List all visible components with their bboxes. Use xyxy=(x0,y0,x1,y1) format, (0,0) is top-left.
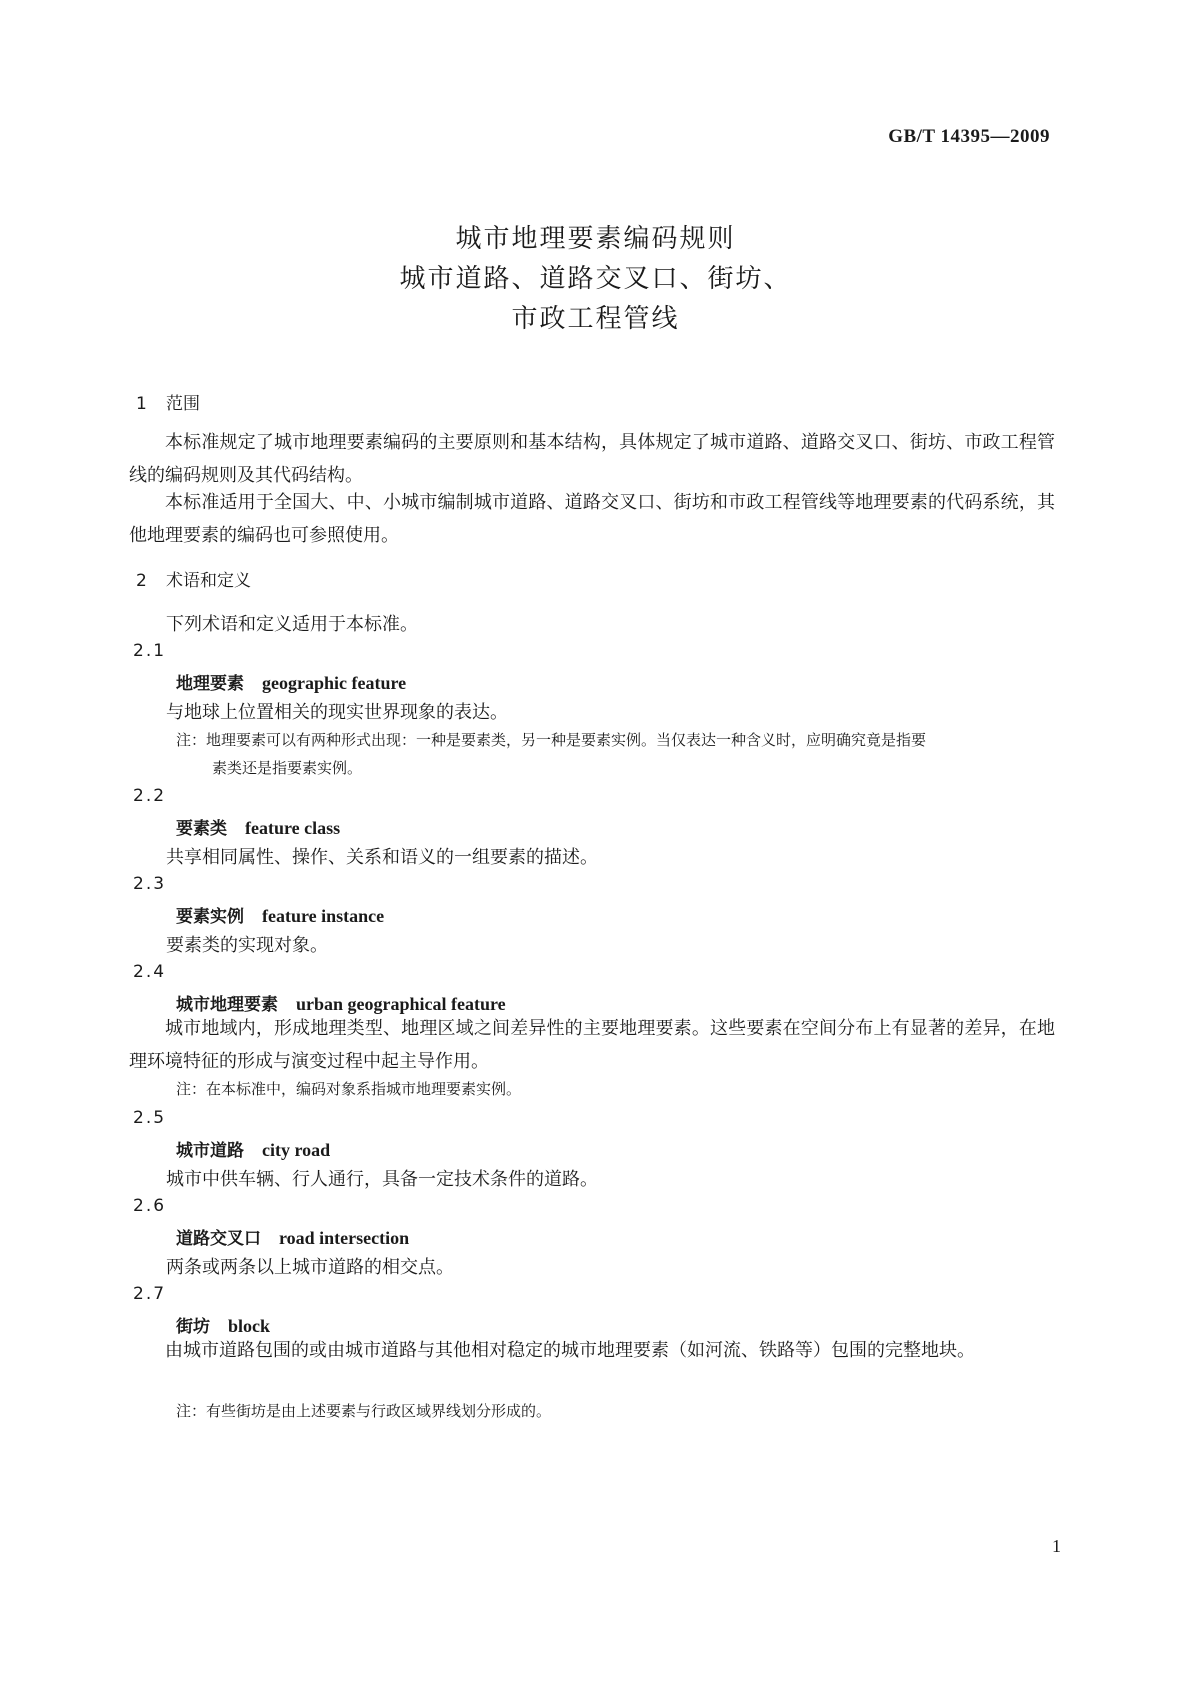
scope-paragraph-1: 本标准规定了城市地理要素编码的主要原则和基本结构，具体规定了城市道路、道路交叉口、街坊、市政工程管线的编码规则及其代码结构。 xyxy=(129,432,1055,486)
title-line-3: 市政工程管线 xyxy=(511,304,680,334)
note-text-continued: 素类还是指要素实例。 xyxy=(212,759,363,777)
term-zh: 城市地理要素 xyxy=(176,995,278,1015)
section-title: 范围 xyxy=(166,394,200,414)
term-en: block xyxy=(228,1316,271,1336)
terms-intro: 下列术语和定义适用于本标准。 xyxy=(166,614,418,635)
term-definition: 与地球上位置相关的现实世界现象的表达。 xyxy=(166,702,508,723)
term-en: city road xyxy=(262,1140,331,1160)
note-text: 注：有些街坊是由上述要素与行政区域界线划分形成的。 xyxy=(176,1402,552,1420)
standard-code: GB/T 14395—2009 xyxy=(888,126,1050,147)
section-heading-2 xyxy=(136,566,251,591)
note-text: 注：在本标准中，编码对象系指城市地理要素实例。 xyxy=(176,1080,522,1098)
term-heading xyxy=(176,902,384,927)
term-definition: 由城市道路包围的或由城市道路与其他相对稳定的城市地理要素（如河流、铁路等）包围的完整地块。 xyxy=(165,1340,975,1361)
term-heading xyxy=(176,1136,330,1161)
term-en: feature instance xyxy=(262,906,385,926)
title-line-2: 城市道路、道路交叉口、街坊、 xyxy=(399,264,792,294)
clause-number: 2.1 xyxy=(133,641,167,661)
scope-paragraph-2: 本标准适用于全国大、中、小城市编制城市道路、道路交叉口、街坊和市政工程管线等地理要素的代码系统，其他地理要素的编码也可参照使用。 xyxy=(129,492,1055,546)
term-note xyxy=(176,726,1062,782)
term-definition: 城市中供车辆、行人通行，具备一定技术条件的道路。 xyxy=(166,1169,598,1190)
term-heading xyxy=(176,669,406,694)
term-heading xyxy=(176,814,340,839)
section-heading-1 xyxy=(136,389,200,414)
term-definition: 城市地域内，形成地理类型、地理区域之间差异性的主要地理要素。这些要素在空间分布上有显著的差异，在地理环境特征的形成与演变过程中起主导作用。 xyxy=(129,1018,1055,1072)
term-note xyxy=(176,1075,1062,1103)
title-line-1: 城市地理要素编码规则 xyxy=(455,224,736,254)
section-number: 2 xyxy=(136,571,147,591)
term-definition: 要素类的实现对象。 xyxy=(166,935,328,956)
clause-number: 2.4 xyxy=(133,962,167,982)
term-zh: 要素实例 xyxy=(176,907,244,927)
term-en: geographic feature xyxy=(262,673,407,693)
term-zh: 地理要素 xyxy=(176,674,244,694)
term-note xyxy=(176,1397,1062,1425)
term-heading xyxy=(176,1224,409,1249)
term-zh: 城市道路 xyxy=(176,1141,244,1161)
page-number: 1 xyxy=(1052,1536,1061,1556)
clause-number: 2.7 xyxy=(133,1284,167,1304)
term-en: road intersection xyxy=(279,1228,410,1248)
term-zh: 街坊 xyxy=(176,1317,210,1337)
term-zh: 要素类 xyxy=(176,819,227,839)
term-zh: 道路交叉口 xyxy=(176,1229,261,1249)
term-en: urban geographical feature xyxy=(296,994,506,1014)
section-title: 术语和定义 xyxy=(166,571,251,591)
clause-number: 2.2 xyxy=(133,786,167,806)
term-definition: 两条或两条以上城市道路的相交点。 xyxy=(166,1257,454,1278)
term-en: feature class xyxy=(245,818,341,838)
term-definition: 共享相同属性、操作、关系和语义的一组要素的描述。 xyxy=(166,847,598,868)
note-text: 注：地理要素可以有两种形式出现：一种是要素类，另一种是要素实例。当仅表达一种含义时，应明确究竟是指要 xyxy=(176,731,927,749)
clause-number: 2.5 xyxy=(133,1108,167,1128)
clause-number: 2.3 xyxy=(133,874,167,894)
section-number: 1 xyxy=(136,394,147,414)
clause-number: 2.6 xyxy=(133,1196,167,1216)
